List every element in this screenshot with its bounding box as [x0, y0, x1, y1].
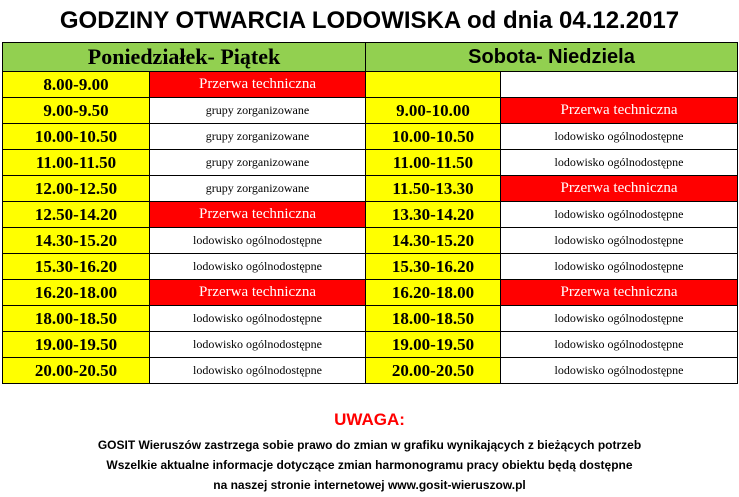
- table-row: [3, 124, 738, 150]
- weekend-activity-cell: Przerwa techniczna: [501, 176, 738, 202]
- weekday-activity-cell: lodowisko ogólnodostępne: [150, 254, 366, 280]
- weekend-time-cell: 13.30-14.20: [366, 202, 501, 228]
- weekday-header: Poniedziałek- Piątek: [3, 43, 366, 72]
- weekend-activity-cell: lodowisko ogólnodostępne: [501, 306, 738, 332]
- table-row: [3, 202, 738, 228]
- page-title: GODZINY OTWARCIA LODOWISKA od dnia 04.12.2017: [59, 7, 680, 34]
- weekday-activity-cell: lodowisko ogólnodostępne: [150, 332, 366, 358]
- weekday-time-cell: 14.30-15.20: [3, 228, 150, 254]
- weekend-time-cell: 10.00-10.50: [366, 124, 501, 150]
- weekend-activity-cell: lodowisko ogólnodostępne: [501, 332, 738, 358]
- weekday-time-cell: 12.00-12.50: [3, 176, 150, 202]
- weekday-time-cell: 20.00-20.50: [3, 358, 150, 384]
- weekend-time-cell: 15.30-16.20: [366, 254, 501, 280]
- weekday-activity-cell: grupy zorganizowane: [150, 150, 366, 176]
- table-row: [3, 150, 738, 176]
- notice-line-1: GOSIT Wieruszów zastrzega sobie prawo do zmian w grafiku wynikających z bieżących potrzeb: [97, 438, 642, 452]
- schedule-header-row: [3, 43, 738, 72]
- notice-heading: UWAGA:: [334, 410, 405, 429]
- schedule-table: [2, 42, 738, 384]
- weekday-time-cell: 10.00-10.50: [3, 124, 150, 150]
- weekday-time-cell: 18.00-18.50: [3, 306, 150, 332]
- table-row: [3, 72, 738, 98]
- table-row: [3, 176, 738, 202]
- table-row: [3, 306, 738, 332]
- table-row: [3, 332, 738, 358]
- weekend-time-cell: 18.00-18.50: [366, 306, 501, 332]
- weekday-time-cell: 9.00-9.50: [3, 98, 150, 124]
- weekend-header: Sobota- Niedziela: [366, 43, 738, 72]
- weekday-activity-cell: lodowisko ogólnodostępne: [150, 358, 366, 384]
- weekday-time-cell: 8.00-9.00: [3, 72, 150, 98]
- weekday-activity-cell: Przerwa techniczna: [150, 72, 366, 98]
- table-row: [3, 358, 738, 384]
- weekend-time-cell: 11.50-13.30: [366, 176, 501, 202]
- weekday-activity-cell: grupy zorganizowane: [150, 124, 366, 150]
- table-row: [3, 280, 738, 306]
- weekday-time-cell: 16.20-18.00: [3, 280, 150, 306]
- weekday-activity-cell: Przerwa techniczna: [150, 202, 366, 228]
- table-row: [3, 228, 738, 254]
- weekend-activity-cell: lodowisko ogólnodostępne: [501, 124, 738, 150]
- weekend-activity-cell: lodowisko ogólnodostępne: [501, 150, 738, 176]
- weekend-activity-cell: [501, 72, 738, 98]
- weekday-activity-cell: lodowisko ogólnodostępne: [150, 228, 366, 254]
- weekend-activity-cell: lodowisko ogólnodostępne: [501, 358, 738, 384]
- weekday-activity-cell: lodowisko ogólnodostępne: [150, 306, 366, 332]
- weekday-activity-cell: grupy zorganizowane: [150, 98, 366, 124]
- weekday-time-cell: 15.30-16.20: [3, 254, 150, 280]
- weekend-activity-cell: lodowisko ogólnodostępne: [501, 202, 738, 228]
- weekend-time-cell: 14.30-15.20: [366, 228, 501, 254]
- weekend-time-cell: 11.00-11.50: [366, 150, 501, 176]
- weekday-time-cell: 11.00-11.50: [3, 150, 150, 176]
- notice-line-2: Wszelkie aktualne informacje dotyczące zmian harmonogramu pracy obiektu będą dostępne: [106, 458, 633, 472]
- weekend-time-cell: 16.20-18.00: [366, 280, 501, 306]
- weekday-activity-cell: Przerwa techniczna: [150, 280, 366, 306]
- weekend-time-cell: 9.00-10.00: [366, 98, 501, 124]
- table-row: [3, 254, 738, 280]
- weekday-activity-cell: grupy zorganizowane: [150, 176, 366, 202]
- weekend-activity-cell: Przerwa techniczna: [501, 98, 738, 124]
- table-row: [3, 98, 738, 124]
- notice-line-3: na naszej stronie internetowej www.gosit-wieruszow.pl: [213, 478, 526, 492]
- weekday-time-cell: 19.00-19.50: [3, 332, 150, 358]
- weekend-activity-cell: lodowisko ogólnodostępne: [501, 254, 738, 280]
- weekend-time-cell: 19.00-19.50: [366, 332, 501, 358]
- weekend-activity-cell: Przerwa techniczna: [501, 280, 738, 306]
- weekday-time-cell: 12.50-14.20: [3, 202, 150, 228]
- weekend-time-cell: 20.00-20.50: [366, 358, 501, 384]
- weekend-time-cell: [366, 72, 501, 98]
- weekend-activity-cell: lodowisko ogólnodostępne: [501, 228, 738, 254]
